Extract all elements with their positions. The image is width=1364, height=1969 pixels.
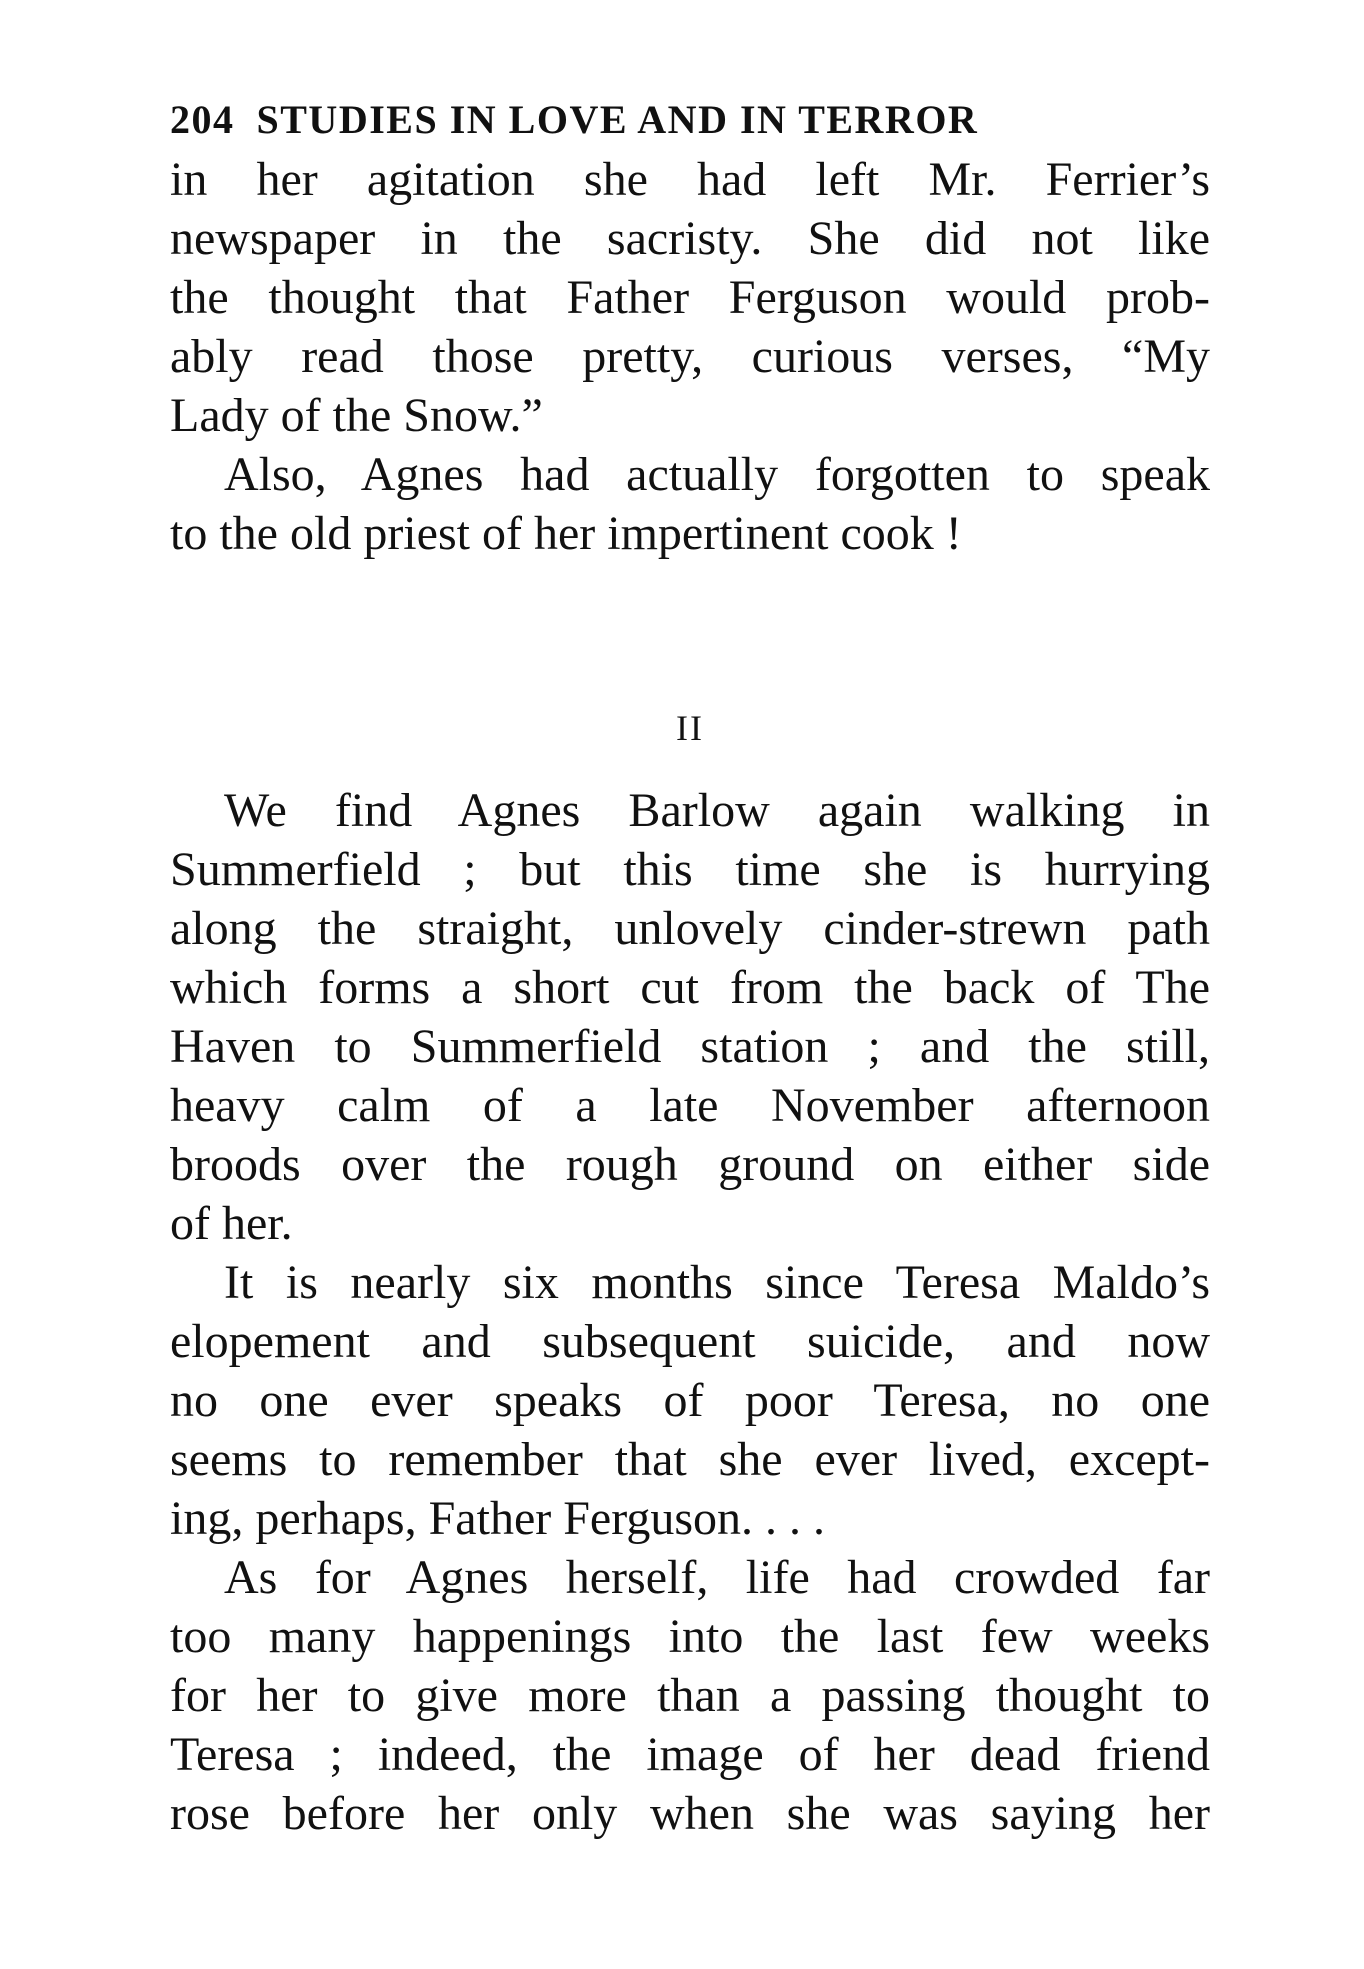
text-line: It is nearly six months since Teresa Maldo’s xyxy=(224,1256,1210,1309)
text-line: heavy calm of a late November afternoon xyxy=(170,1079,1210,1132)
text-line: no one ever speaks of poor Teresa, no one xyxy=(170,1374,1210,1427)
section-spacer xyxy=(170,563,1210,703)
text-line: in her agitation she had left Mr. Ferrier’s xyxy=(170,153,1210,206)
paragraph xyxy=(170,150,1210,445)
text-line: seems to remember that she ever lived, except- xyxy=(170,1433,1210,1486)
text-line: of her. xyxy=(170,1197,293,1250)
section-heading: II xyxy=(676,708,704,748)
page-number: 204 xyxy=(170,97,235,142)
book-page xyxy=(170,90,1210,1843)
text-line: newspaper in the sacristy. She did not like xyxy=(170,212,1210,265)
paragraph xyxy=(170,1253,1210,1548)
paragraph xyxy=(170,445,1210,563)
text-line: Summerfield ; but this time she is hurrying xyxy=(170,843,1210,896)
text-line: to the old priest of her impertinent cook ! xyxy=(170,507,962,560)
paragraph xyxy=(170,781,1210,1253)
text-line: too many happenings into the last few weeks xyxy=(170,1610,1210,1663)
text-line: As for Agnes herself, life had crowded far xyxy=(224,1551,1210,1604)
text-line: Haven to Summerfield station ; and the still, xyxy=(170,1020,1210,1073)
paragraph xyxy=(170,1548,1210,1843)
text-line: the thought that Father Ferguson would prob- xyxy=(170,271,1210,324)
text-line: elopement and subsequent suicide, and now xyxy=(170,1315,1210,1368)
text-line: We find Agnes Barlow again walking in xyxy=(224,784,1210,837)
text-line: rose before her only when she was saying her xyxy=(170,1787,1210,1840)
text-line: ing, perhaps, Father Ferguson. . . . xyxy=(170,1492,826,1545)
running-head xyxy=(170,90,1210,150)
text-line: ably read those pretty, curious verses, “My xyxy=(170,330,1210,383)
text-line: Teresa ; indeed, the image of her dead friend xyxy=(170,1728,1210,1781)
running-title: STUDIES IN LOVE AND IN TERROR xyxy=(256,97,979,142)
text-line: which forms a short cut from the back of The xyxy=(170,961,1210,1014)
text-line: Lady of the Snow.” xyxy=(170,389,543,442)
text-line: broods over the rough ground on either side xyxy=(170,1138,1210,1191)
text-line: along the straight, unlovely cinder-strewn path xyxy=(170,902,1210,955)
section-spacer xyxy=(170,753,1210,781)
body-text-after-section xyxy=(170,781,1210,1843)
text-line: for her to give more than a passing thought to xyxy=(170,1669,1210,1722)
body-text-before-section xyxy=(170,150,1210,563)
text-line: Also, Agnes had actually forgotten to speak xyxy=(224,448,1210,501)
